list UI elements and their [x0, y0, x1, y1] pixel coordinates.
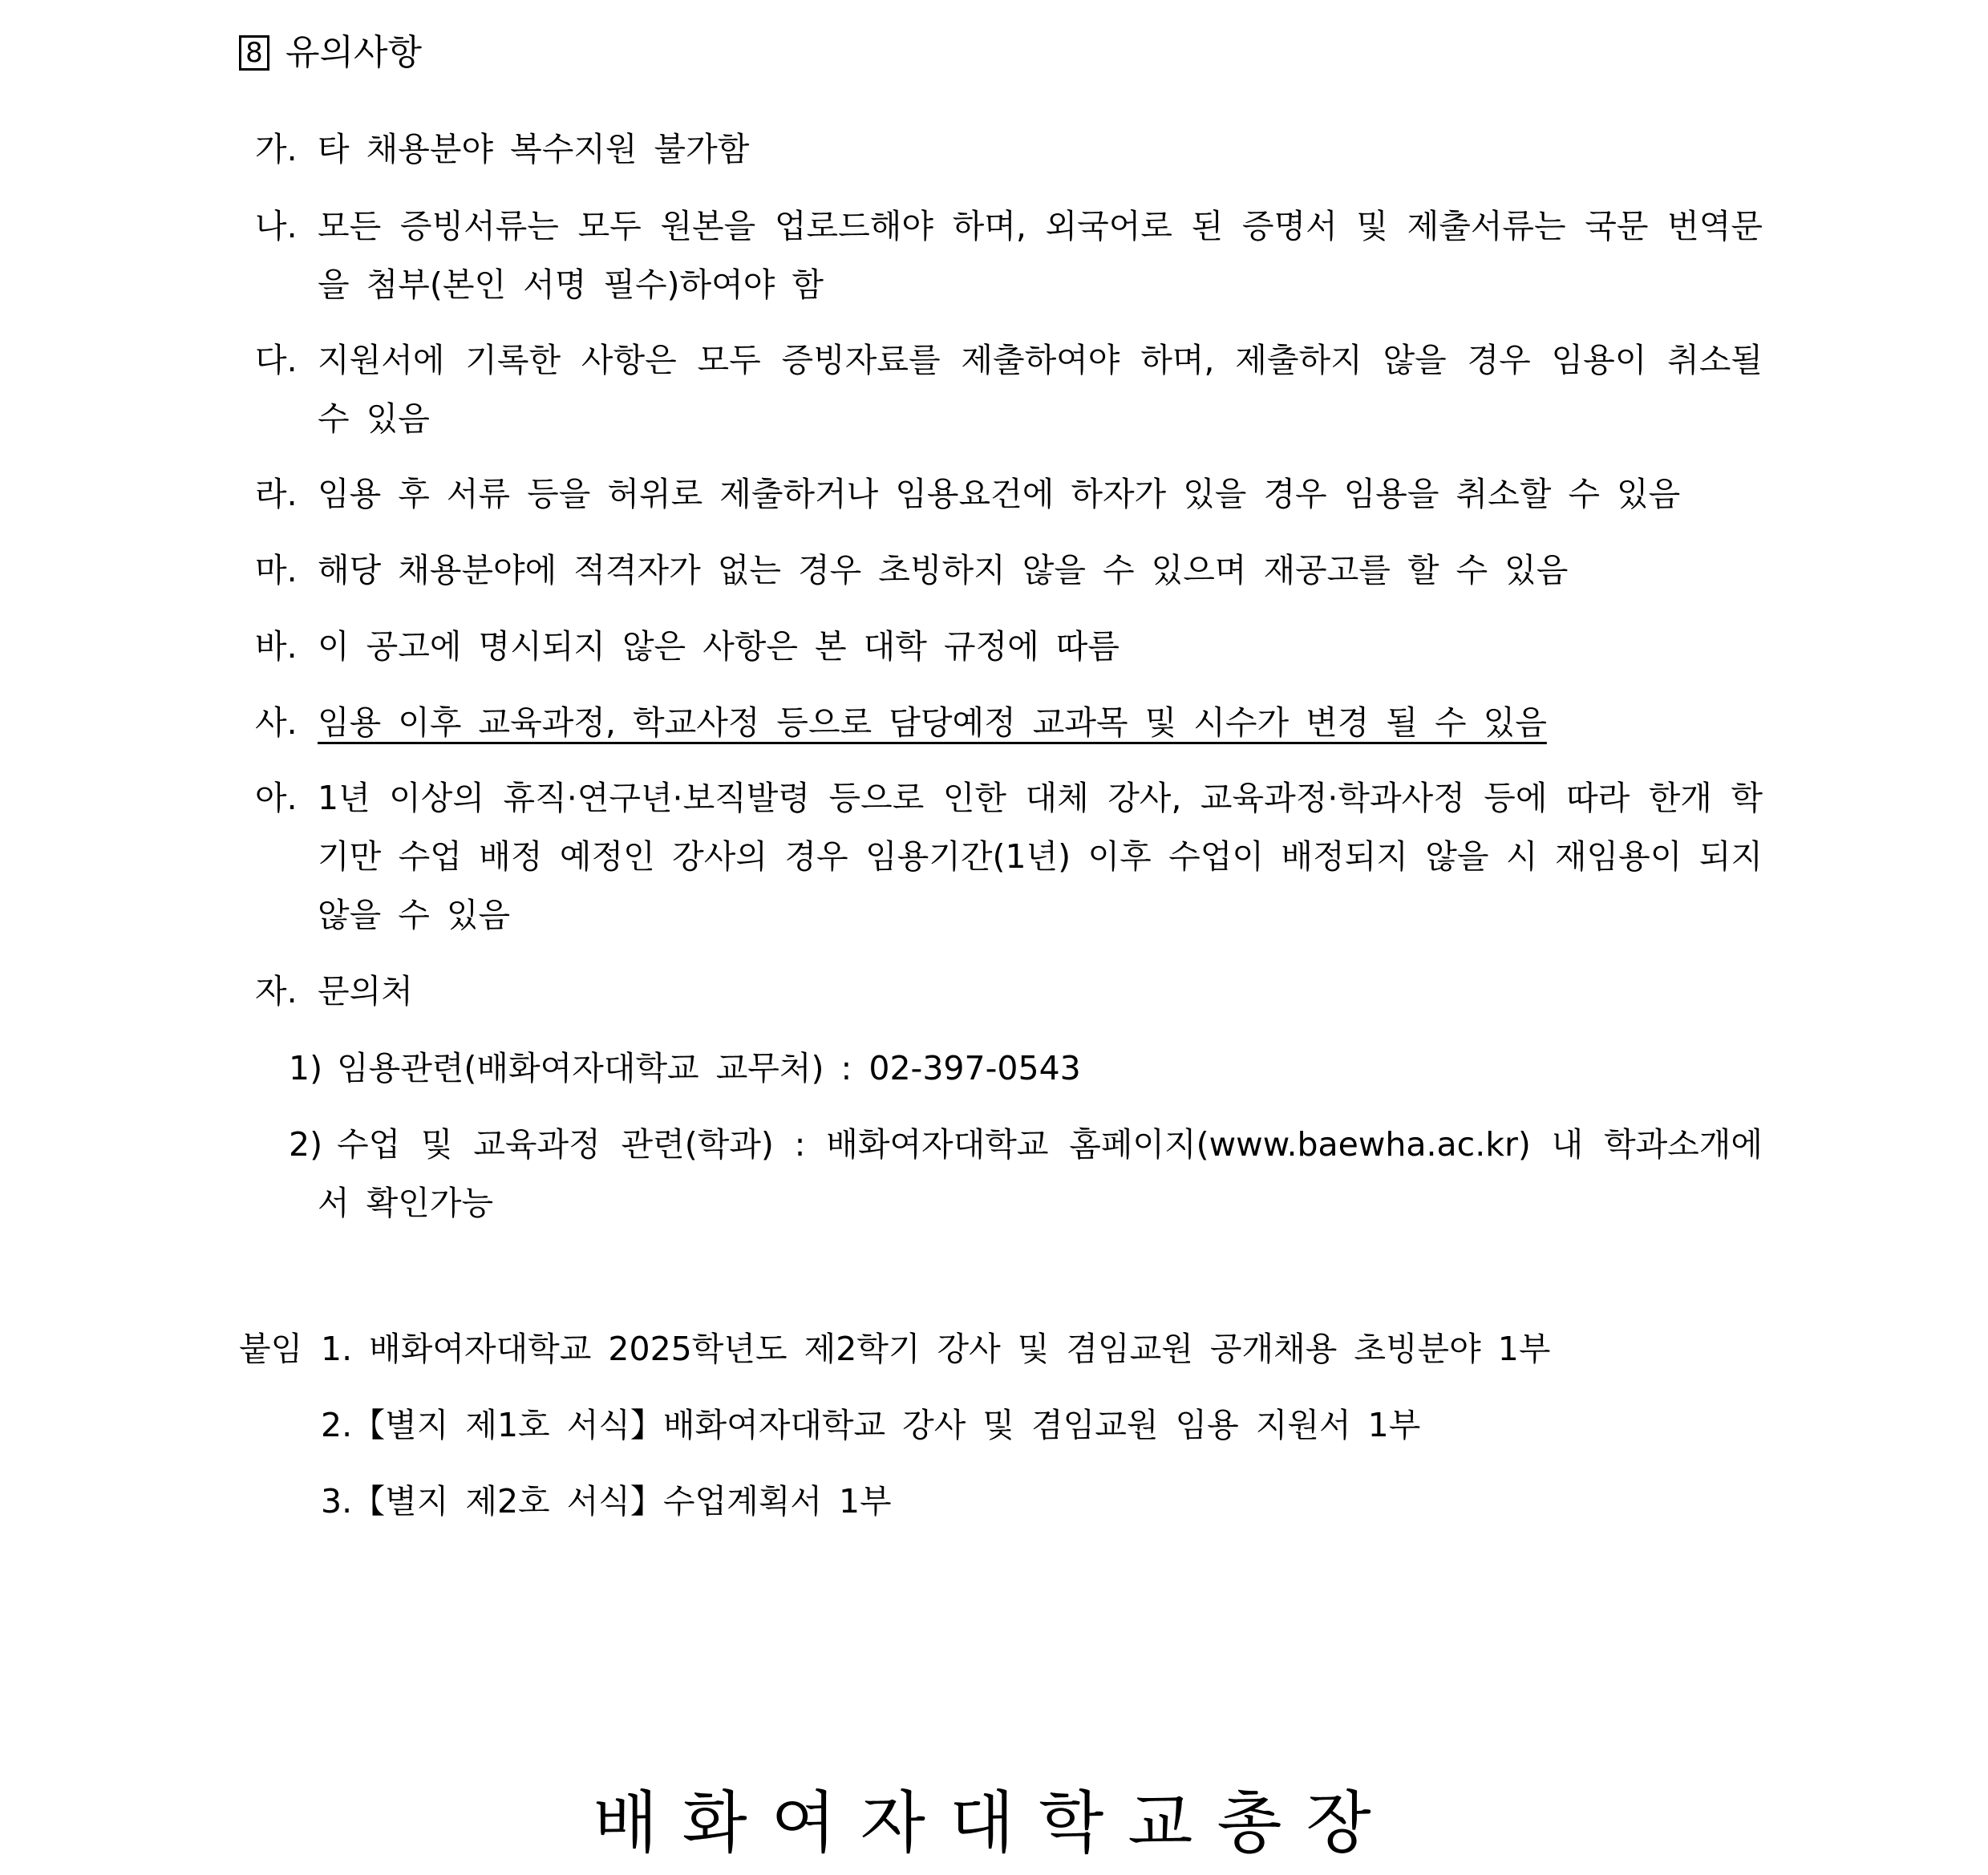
contact-label: 2) — [289, 1125, 323, 1164]
attachment-item-1: 1. 배화여자대학교 2025학년도 제2학기 강사 및 겸임교원 공개채용 초빙분야 1부 — [321, 1330, 1551, 1368]
note-text: 타 채용분야 복수지원 불가함 — [318, 130, 750, 168]
contact-item-1 — [289, 1039, 1763, 1098]
note-item-ja — [255, 962, 1763, 1021]
note-text: 모든 증빙서류는 모두 원본을 업로드해야 하며, 외국어로 된 증명서 및 제출서류는 국문 번역문을 첨부(본인 서명 필수)하여야 함 — [318, 207, 1763, 304]
note-label: 바. — [255, 627, 298, 666]
note-text: 해당 채용분야에 적격자가 없는 경우 초빙하지 않을 수 있으며 재공고를 할 수 있음 — [318, 551, 1569, 589]
note-item-a — [255, 769, 1763, 945]
contact-text: 수업 및 교육과정 관련(학과) : 배화여자대학교 홈페이지(www.baewha.ac.kr) 내 학과소개에서 확인가능 — [318, 1125, 1763, 1222]
section-title: 유의사항 — [285, 32, 423, 73]
note-label: 다. — [255, 341, 298, 379]
attachment-item-2: 2.【별지 제1호 서식】배화여자대학교 강사 및 겸임교원 임용 지원서 1부 — [321, 1406, 1421, 1444]
note-item-ra — [255, 465, 1763, 524]
attachments-heading: 붙임 — [239, 1330, 303, 1368]
section-number-box: 8 — [239, 35, 269, 71]
contact-text: 임용관련(배화여자대학교 교무처) : 02-397-0543 — [337, 1049, 1081, 1087]
note-label: 나. — [255, 207, 298, 245]
note-label: 사. — [255, 703, 298, 742]
attachment-item-3: 3.【별지 제2호 서식】수업계획서 1부 — [321, 1482, 892, 1521]
note-label: 가. — [255, 130, 298, 168]
note-item-ma — [255, 541, 1763, 600]
note-item-na — [255, 197, 1763, 314]
note-text: 이 공고에 명시되지 않은 사항은 본 대학 규정에 따름 — [318, 627, 1120, 666]
note-text: 임용 후 서류 등을 허위로 제출하거나 임용요건에 하자가 있을 경우 임용을 취소할 수 있음 — [318, 475, 1681, 513]
note-label: 라. — [255, 475, 298, 513]
contact-label: 1) — [289, 1049, 323, 1087]
note-label: 자. — [255, 972, 298, 1010]
note-label: 아. — [255, 779, 298, 817]
note-item-ga — [255, 120, 1763, 179]
section-heading — [239, 30, 422, 75]
president-signature: 배화여자대학교총장 — [593, 1784, 1395, 1862]
note-text: 문의처 — [318, 972, 413, 1010]
note-text: 지원서에 기록한 사항은 모두 증빙자료를 제출하여야 하며, 제출하지 않을 경우 임용이 취소될 수 있음 — [318, 341, 1763, 438]
contact-item-2 — [289, 1116, 1763, 1233]
note-label: 마. — [255, 551, 298, 589]
note-text: 1년 이상의 휴직·연구년·보직발령 등으로 인한 대체 강사, 교육과정·학과사정 등에 따라 한개 학기만 수업 배정 예정인 강사의 경우 임용기간(1년) 이후 수업이 배정되지 않을 시 재임용이 되지 않을 수 있음 — [318, 779, 1763, 934]
note-item-ba — [255, 618, 1763, 676]
note-item-sa — [255, 694, 1763, 752]
note-item-da — [255, 331, 1763, 448]
note-text-underlined: 임용 이후 교육과정, 학교사정 등으로 담당예정 교과목 및 시수가 변경 될 수 있음 — [318, 703, 1547, 742]
